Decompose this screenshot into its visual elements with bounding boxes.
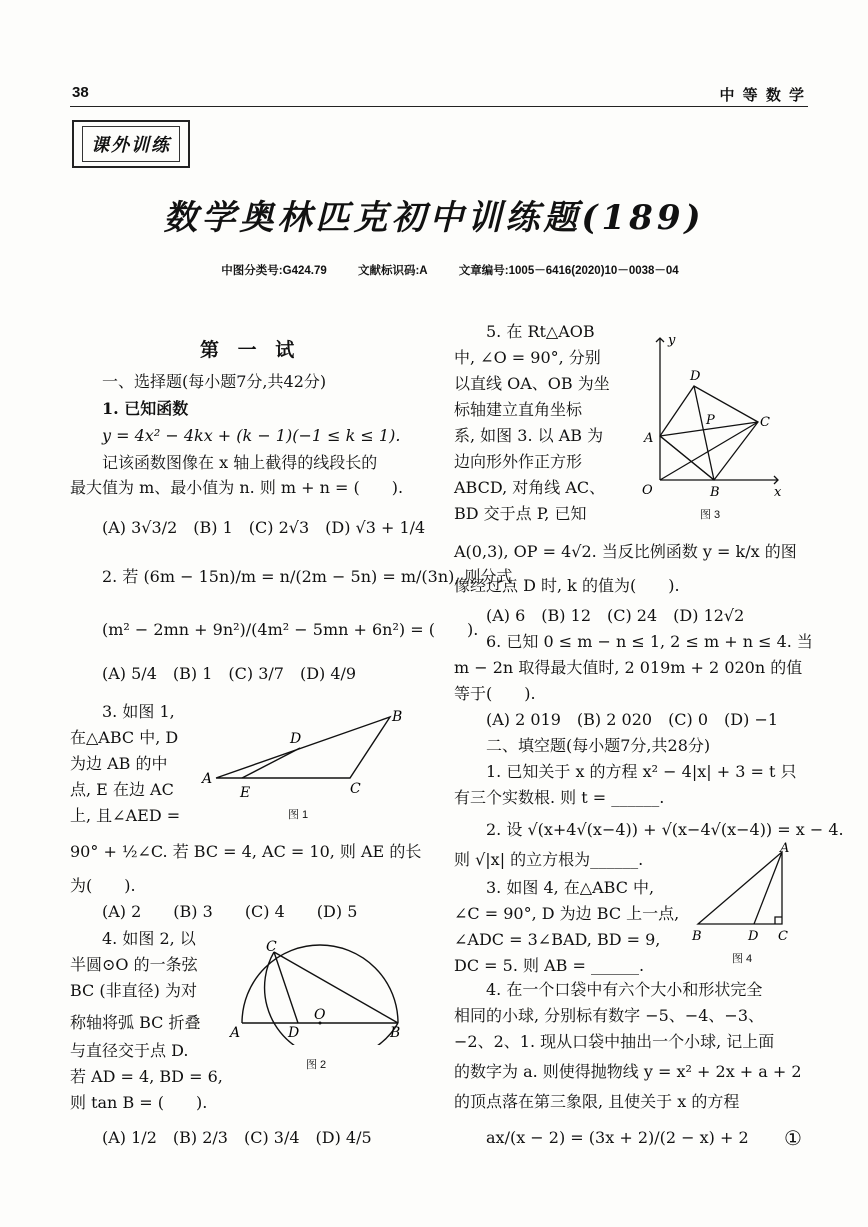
page-number: 38 <box>72 84 89 101</box>
q5-line-10: 像经过点 D 时, k 的值为( ). <box>454 576 680 595</box>
fig4-label-B: B <box>692 929 702 944</box>
q2-line-1: 2. 若 (6m − 15n)/m = n/(2m − 5n) = m/(3n), 则分式 <box>102 567 513 586</box>
q1-options: (A) 3√3/2 (B) 1 (C) 2√3 (D) √3 + 1/4 <box>102 518 426 537</box>
q4-options: (A) 1/2 (B) 2/3 (C) 3/4 (D) 4/5 <box>102 1128 372 1147</box>
q5-options: (A) 6 (B) 12 (C) 24 (D) 12√2 <box>486 606 745 625</box>
f4-line-4: 的数字为 a. 则使得抛物线 y = x² + 2x + a + 2 <box>454 1062 802 1081</box>
q2-line-2: (m² − 2mn + 9n²)/(4m² − 5mn + 6n²) = ( ). <box>102 620 479 639</box>
fig3-label-A: A <box>644 431 654 446</box>
fig3-label-x: x <box>774 485 782 500</box>
page-title: 数学奥林匹克初中训练题(189) <box>163 198 705 238</box>
fig1-label-B: B <box>392 709 403 725</box>
q1-line-4: 最大值为 m、最小值为 n. 则 m + n = ( ). <box>70 478 404 497</box>
f4-line-5: 的顶点落在第三象限, 且使关于 x 的方程 <box>454 1092 740 1111</box>
q2-options: (A) 5/4 (B) 1 (C) 3/7 (D) 4/9 <box>102 664 357 683</box>
q6-line-1: 6. 已知 0 ≤ m − n ≤ 1, 2 ≤ m + n ≤ 4. 当 <box>486 632 813 651</box>
figure-1-caption: 图 1 <box>288 809 309 821</box>
fig3-label-C: C <box>760 415 770 430</box>
q4-line-5: 与直径交于点 D. <box>70 1041 189 1060</box>
figure-2 <box>228 935 408 1045</box>
q5-line-1: 5. 在 Rt△AOB <box>486 322 595 341</box>
article-number: 文章编号:1005－6416(2020)10－0038－04 <box>458 265 679 277</box>
q1-line-2: y = 4x² − 4kx + (k − 1)(−1 ≤ k ≤ 1). <box>102 426 401 445</box>
part-title: 第 一 试 <box>200 339 301 361</box>
fig4-label-A: A <box>780 841 790 856</box>
fig3-label-y: y <box>668 333 676 348</box>
q5-line-6: 边向形外作正方形 <box>454 452 583 471</box>
q3-options: (A) 2 (B) 3 (C) 4 (D) 5 <box>102 902 358 921</box>
choice-heading: 一、选择题(每小题7分,共42分) <box>102 372 327 391</box>
fig1-label-A: A <box>202 771 213 787</box>
figure-4-caption: 图 4 <box>732 953 753 965</box>
f4-line-1: 4. 在一个口袋中有六个大小和形状完全 <box>486 980 763 999</box>
article-meta <box>100 262 800 278</box>
q5-line-5: 系, 如图 3. 以 AB 为 <box>454 426 604 445</box>
q1-line-3: 记该函数图像在 x 轴上截得的线段长的 <box>102 453 378 472</box>
q4-line-3: BC (非直径) 为对 <box>70 981 197 1000</box>
q3-line-3: 为边 AB 的中 <box>70 754 168 773</box>
fig4-label-C: C <box>778 929 788 944</box>
q6-line-2: m − 2n 取得最大值时, 2 019m + 2 020n 的值 <box>454 658 803 677</box>
f1-line-2: 有三个实数根. 则 t = ______. <box>454 788 665 807</box>
f2-line-1: 2. 设 √(x+4√(x−4)) + √(x−4√(x−4)) = x − 4. <box>486 820 844 839</box>
q5-line-7: ABCD, 对角线 AC、 <box>454 478 606 497</box>
q6-options: (A) 2 019 (B) 2 020 (C) 0 (D) −1 <box>486 710 779 729</box>
fig3-label-P: P <box>706 413 715 428</box>
fig2-label-O: O <box>314 1007 326 1023</box>
q4-line-7: 则 tan B = ( ). <box>70 1093 208 1112</box>
q1-line-1: 1. 已知函数 <box>102 399 189 418</box>
fig1-label-C: C <box>350 781 361 797</box>
f3-line-3: ∠ADC = 3∠BAD, BD = 9, <box>454 930 661 949</box>
q3-line-1: 3. 如图 1, <box>102 702 175 721</box>
fig1-label-D: D <box>290 731 302 747</box>
journal-name: 中 等 数 学 <box>719 87 806 104</box>
f4-line-2: 相同的小球, 分别标有数字 −5、−4、−3、 <box>454 1006 765 1025</box>
q4-line-1: 4. 如图 2, 以 <box>102 929 196 948</box>
fig4-label-D: D <box>748 929 759 944</box>
q3-line-2: 在△ABC 中, D <box>70 728 179 747</box>
f4-equation: ax/(x − 2) = (3x + 2)/(2 − x) + 2 <box>486 1128 749 1147</box>
section-label: 课外训练 <box>82 126 180 162</box>
figure-4 <box>688 840 808 945</box>
header-rule <box>70 106 808 107</box>
q6-line-3: 等于( ). <box>454 684 536 703</box>
f3-line-1: 3. 如图 4, 在△ABC 中, <box>486 878 655 897</box>
fig2-label-D: D <box>288 1025 300 1041</box>
q3-line-6: 90° + ½∠C. 若 BC = 4, AC = 10, 则 AE 的长 <box>70 842 422 861</box>
f1-line-1: 1. 已知关于 x 的方程 x² − 4|x| + 3 = t 只 <box>486 762 797 781</box>
q5-line-8: BD 交于点 P, 已知 <box>454 504 587 523</box>
f3-line-4: DC = 5. 则 AB = ______. <box>454 956 645 975</box>
equation-marker: ① <box>784 1126 802 1150</box>
q5-line-2: 中, ∠O = 90°, 分别 <box>454 348 601 367</box>
q3-line-5: 上, 且∠AED = <box>70 806 181 825</box>
f2-line-2: 则 √|x| 的立方根为______. <box>454 850 644 869</box>
fig3-label-D: D <box>690 369 701 384</box>
q4-line-4: 称轴将弧 BC 折叠 <box>70 1013 201 1032</box>
fill-heading: 二、填空题(每小题7分,共28分) <box>486 736 711 755</box>
q4-line-2: 半圆⊙O 的一条弦 <box>70 955 198 974</box>
q5-line-9: A(0,3), OP = 4√2. 当反比例函数 y = k/x 的图 <box>454 542 797 561</box>
f4-line-3: −2、2、1. 现从口袋中抽出一个小球, 记上面 <box>454 1032 775 1051</box>
fig2-label-B: B <box>390 1025 401 1041</box>
figure-3-caption: 图 3 <box>700 509 721 521</box>
fig3-label-B: B <box>710 485 720 500</box>
q4-line-6: 若 AD = 4, BD = 6, <box>70 1067 223 1086</box>
clc-number: 中图分类号:G424.79 <box>221 265 327 277</box>
fig1-label-E: E <box>240 785 251 801</box>
q3-line-4: 点, E 在边 AC <box>70 780 174 799</box>
doc-code: 文献标识码:A <box>357 265 428 277</box>
fig3-label-O: O <box>642 483 653 498</box>
f3-line-2: ∠C = 90°, D 为边 BC 上一点, <box>454 904 680 923</box>
q3-line-7: 为( ). <box>70 876 136 895</box>
section-label-box <box>72 120 190 168</box>
figure-2-caption: 图 2 <box>306 1059 327 1071</box>
q5-line-3: 以直线 OA、OB 为坐 <box>454 374 610 393</box>
figure-1 <box>200 705 410 805</box>
figure-3 <box>640 330 785 500</box>
fig2-label-A: A <box>230 1025 241 1041</box>
fig2-label-C: C <box>266 939 277 955</box>
q5-line-4: 标轴建立直角坐标 <box>454 400 583 419</box>
